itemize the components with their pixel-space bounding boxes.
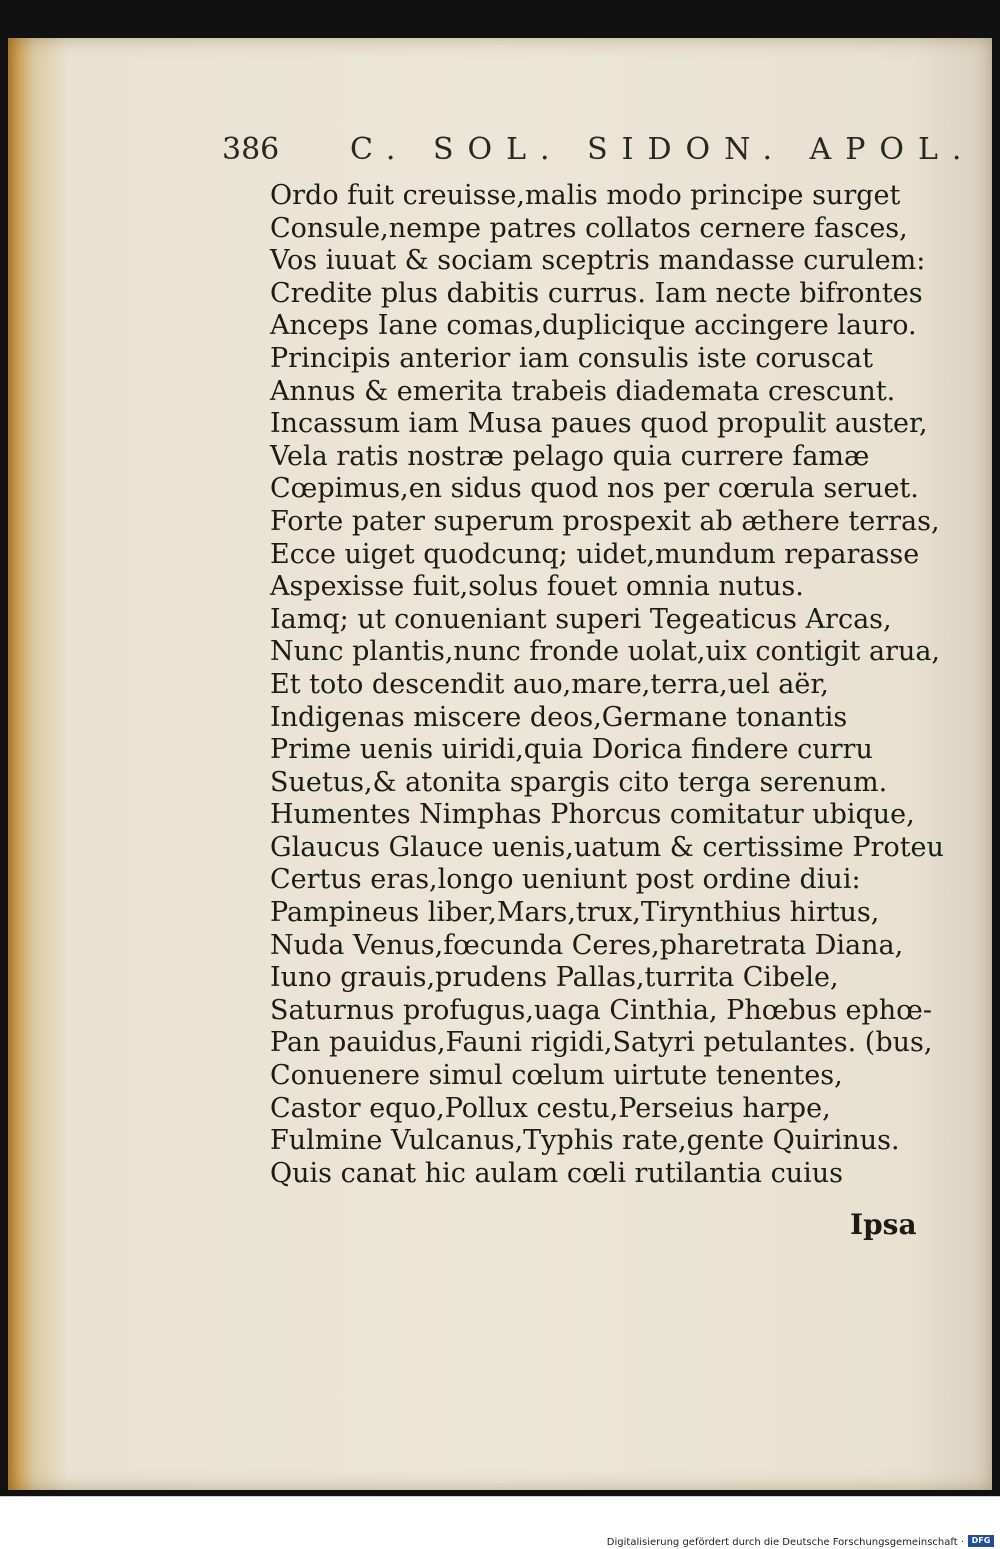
verse-line: Suetus,& atonita spargis cito terga serenum.: [270, 766, 888, 798]
verse-line: Pampineus liber,Mars,trux,Tirynthius hirtus,: [270, 897, 880, 929]
verse-line: Humentes Nimphas Phorcus comitatur ubique,: [270, 799, 915, 831]
running-head-title: C. SOL. SIDON. APOL.: [350, 132, 976, 167]
verse-line: Indigenas miscere deos,Germane tonantis: [270, 701, 848, 733]
verse-block: [270, 180, 944, 1190]
verse-line: Cœpimus,en sidus quod nos per cœrula seruet.: [270, 473, 919, 505]
verse-line: Incassum iam Musa paues quod propulit auster,: [270, 408, 928, 440]
verse-line: Consule,nempe patres collatos cernere fasces,: [270, 212, 908, 244]
verse-line: Et toto descendit auo,mare,terra,uel aër,: [270, 668, 829, 700]
verse-line: Aspexisse fuit,solus fouet omnia nutus.: [270, 571, 804, 603]
verse-line: Nuda Venus,fœcunda Ceres,pharetrata Diana,: [270, 929, 904, 961]
verse-line: Nunc plantis,nunc fronde uolat,uix contigit arua,: [270, 636, 941, 668]
funding-credit: Digitalisierung gefördert durch die Deutsche Forschungsgemeinschaft ·: [606, 1537, 964, 1548]
verse-line: Ecce uiget quodcunq; uidet,mundum reparasse: [270, 538, 920, 570]
verse-line: Prime uenis uiridi,quia Dorica findere curru: [270, 734, 873, 766]
verse-line: Vela ratis nostræ pelago quia currere famæ: [270, 440, 870, 472]
verse-line: Iuno grauis,prudens Pallas,turrita Cibele,: [270, 962, 839, 994]
verse-line: Principis anterior iam consulis iste coruscat: [270, 342, 873, 374]
dfg-logo-icon[interactable]: DFG: [968, 1535, 994, 1547]
verse-line: Anceps Iane comas,duplicique accingere lauro.: [270, 310, 917, 342]
verse-line: Quis canat hic aulam cœli rutilantia cuius: [270, 1157, 843, 1189]
verse-line: Glaucus Glauce uenis,uatum & certissime Proteu: [270, 831, 944, 863]
running-head: [222, 132, 976, 176]
catchword: Ipsa: [850, 1208, 917, 1241]
verse-line: Vos iuuat & sociam sceptris mandasse curulem:: [270, 245, 926, 277]
footer-bar: [0, 1496, 1000, 1549]
verse-line: Forte pater superum prospexit ab æthere terras,: [270, 505, 940, 537]
verse-line: Castor equo,Pollux cestu,Perseius harpe,: [270, 1092, 831, 1124]
verse-line: Conuenere simul cœlum uirtute tenentes,: [270, 1060, 843, 1092]
verse-line: Ordo fuit creuisse,malis modo principe surget: [270, 180, 901, 211]
verse-line: Certus eras,longo ueniunt post ordine diui:: [270, 864, 861, 896]
verse-line: Iamq; ut conueniant superi Tegeaticus Arcas,: [270, 603, 892, 635]
verse-line: Credite plus dabitis currus. Iam necte bifrontes: [270, 277, 923, 309]
verse-line: Pan pauidus,Fauni rigidi,Satyri petulantes. (bus,: [270, 1027, 933, 1059]
verse-line: Fulmine Vulcanus,Typhis rate,gente Quirinus.: [270, 1125, 900, 1157]
verse-line: Annus & emerita trabeis diademata crescunt.: [270, 375, 896, 407]
page-number: 386: [222, 132, 280, 167]
verse-line: Saturnus profugus,uaga Cinthia, Phœbus ephœ-: [270, 994, 933, 1026]
